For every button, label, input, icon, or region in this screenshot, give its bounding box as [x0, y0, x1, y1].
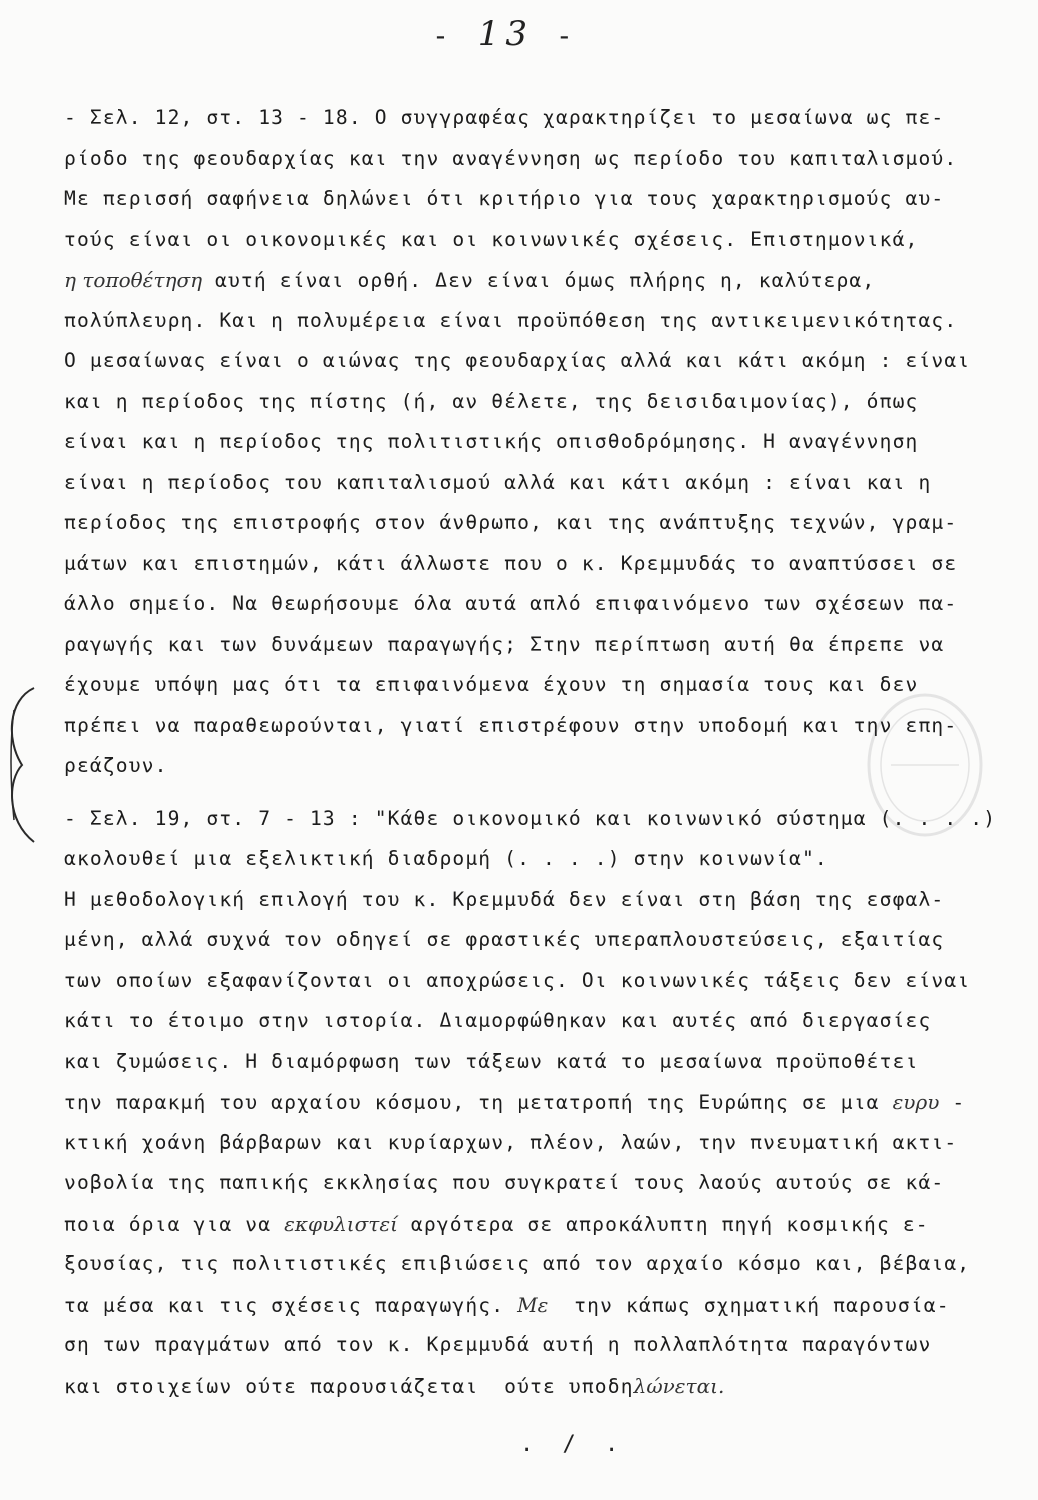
- text-line-28-prefix: ποια όρια για να: [64, 1212, 285, 1236]
- text-line-27: νοβολία της παπικής εκκλησίας που συγκρατεί τους λαούς αυτούς σε κά-: [64, 1171, 945, 1194]
- text-line-19: ακολουθεί μια εξελικτική διαδρομή (. . . .) στην κοινωνία".: [64, 847, 828, 870]
- text-line-10: είναι η περίοδος του καπιταλισμού αλλά και κάτι ακόμη : είναι και η: [64, 470, 932, 494]
- text-line-23: κάτι το έτοιμο στην ιστορία. Διαμορφώθηκαν και αυτές από διεργασίες: [64, 1009, 932, 1032]
- library-stamp: [865, 690, 985, 840]
- handwritten-insertion: λώνεται.: [633, 1373, 725, 1398]
- text-line-30: [64, 1285, 1034, 1326]
- text-line-6: πολύπλευρη. Και η πολυμέρεια είναι προϋπόθεση της αντικειμενικότητας.: [64, 308, 958, 332]
- text-line-32-prefix: και στοιχείων ούτε παρουσιάζεται ούτε υποδη: [64, 1374, 634, 1398]
- text-line-26: κτική χοάνη βάρβαρων και κυρίαρχων, πλέον, λαών, την πνευματική ακτι-: [64, 1130, 958, 1154]
- text-line-4: τούς είναι οι οικονομικές και οι κοινωνικές σχέσεις. Επιστημονικά,: [64, 227, 919, 251]
- text-line-31: ση των πραγμάτων από τον κ. Κρεμμυδά αυτή η πολλαπλότητα παραγόντων: [64, 1333, 932, 1356]
- handwritten-insertion: Με: [517, 1292, 549, 1317]
- text-line-8: και η περίοδος της πίστης (ή, αν θέλετε, της δεισιδαιμονίας), όπως: [64, 389, 919, 413]
- page-number: [432, 14, 579, 54]
- text-line-22: των οποίων εξαφανίζονται οι αποχρώσεις. Οι κοινωνικές τάξεις δεν είναι: [64, 968, 971, 992]
- text-line-15: έχουμε υπόψη μας ότι τα επιφαινόμενα έχουν τη σημασία τους και δεν: [64, 673, 919, 696]
- page-number-dash-right: -: [555, 19, 579, 52]
- text-line-21: μένη, αλλά συχνά τον οδηγεί σε φραστικές υπεραπλουστεύσεις, εξαιτίας: [64, 928, 945, 951]
- text-line-30-suffix: την κάπως σχηματική παρουσία-: [548, 1293, 950, 1317]
- text-line-3: Με περισσή σαφήνεια δηλώνει ότι κριτήριο για τους χαρακτηρισμούς αυ-: [64, 187, 945, 210]
- text-line-13: άλλο σημείο. Να θεωρήσουμε όλα αυτά απλό επιφαινόμενο των σχέσεων πα-: [64, 592, 958, 615]
- text-line-28-suffix: αργότερα σε απροκάλυπτη πηγή κοσμικής ε-: [397, 1212, 929, 1236]
- text-line-16: πρέπει να παραθεωρούνται, γιατί επιστρέφουν στην υποδομή και την επη-: [64, 713, 958, 737]
- continuation-mark: . / .: [520, 1432, 627, 1457]
- text-line-12: μάτων και επιστημών, κάτι άλλωστε που ο κ. Κρεμμυδάς το αναπτύσσει σε: [64, 551, 958, 575]
- text-line-24: και ζυμώσεις. Η διαμόρφωση των τάξεων κατά το μεσαίωνα προϋποθέτει: [64, 1049, 919, 1073]
- text-line-7: Ο μεσαίωνας είναι ο αιώνας της φεουδαρχίας αλλά και κάτι ακόμη : είναι: [64, 349, 971, 372]
- handwritten-insertion: εκφυλιστεί: [284, 1211, 398, 1236]
- text-line-32: [64, 1366, 1034, 1407]
- page-number-dash-left: -: [432, 19, 455, 52]
- handwritten-insertion: ευρυ: [892, 1090, 940, 1114]
- text-line-14: ραγωγής και των δυνάμεων παραγωγής; Στην περίπτωση αυτή θα έπρεπε να: [64, 632, 945, 656]
- text-line-28: [64, 1204, 1034, 1245]
- text-line-11: περίοδος της επιστροφής στον άνθρωπο, και της ανάπτυξης τεχνών, γραμ-: [64, 511, 958, 534]
- text-line-25-prefix: την παρακμή του αρχαίου κόσμου, τη μετατροπή της Ευρώπης σε μια: [64, 1091, 893, 1114]
- text-line-30-prefix: τα μέσα και τις σχέσεις παραγωγής.: [64, 1293, 518, 1317]
- text-line-20: Η μεθοδολογική επιλογή του κ. Κρεμμυδά δεν είναι στη βάση της εσφαλ-: [64, 887, 945, 911]
- text-line-17: ρεάζουν.: [64, 754, 168, 777]
- margin-bracket-mark: [0, 680, 40, 850]
- text-line-18: - Σελ. 19, στ. 7 - 13 : "Κάθε οικονομικό και κοινωνικό σύστημα (. . . .): [64, 806, 997, 830]
- text-line-5: [64, 260, 1034, 301]
- text-line-29: ξουσίας, τις πολιτιστικές επιβιώσεις από τον αρχαίο κόσμο και, βέβαια,: [64, 1252, 971, 1275]
- text-line-1: - Σελ. 12, στ. 13 - 18. Ο συγγραφέας χαρακτηρίζει το μεσαίωνα ως πε-: [64, 106, 945, 129]
- text-line-5-suffix: αυτή είναι ορθή. Δεν είναι όμως πλήρης η, καλύτερα,: [202, 269, 876, 292]
- handwritten-insertion: η τοποθέτηση: [64, 268, 203, 292]
- text-line-2: ρίοδο της φεουδαρχίας και την αναγέννηση ως περίοδο του καπιταλισμού.: [64, 146, 958, 170]
- text-line-9: είναι και η περίοδος της πολιτιστικής οπισθοδρόμησης. Η αναγέννηση: [64, 430, 919, 453]
- text-line-25: [64, 1082, 1034, 1123]
- page-number-value: 13: [477, 14, 533, 54]
- text-line-25-suffix: -: [939, 1091, 966, 1114]
